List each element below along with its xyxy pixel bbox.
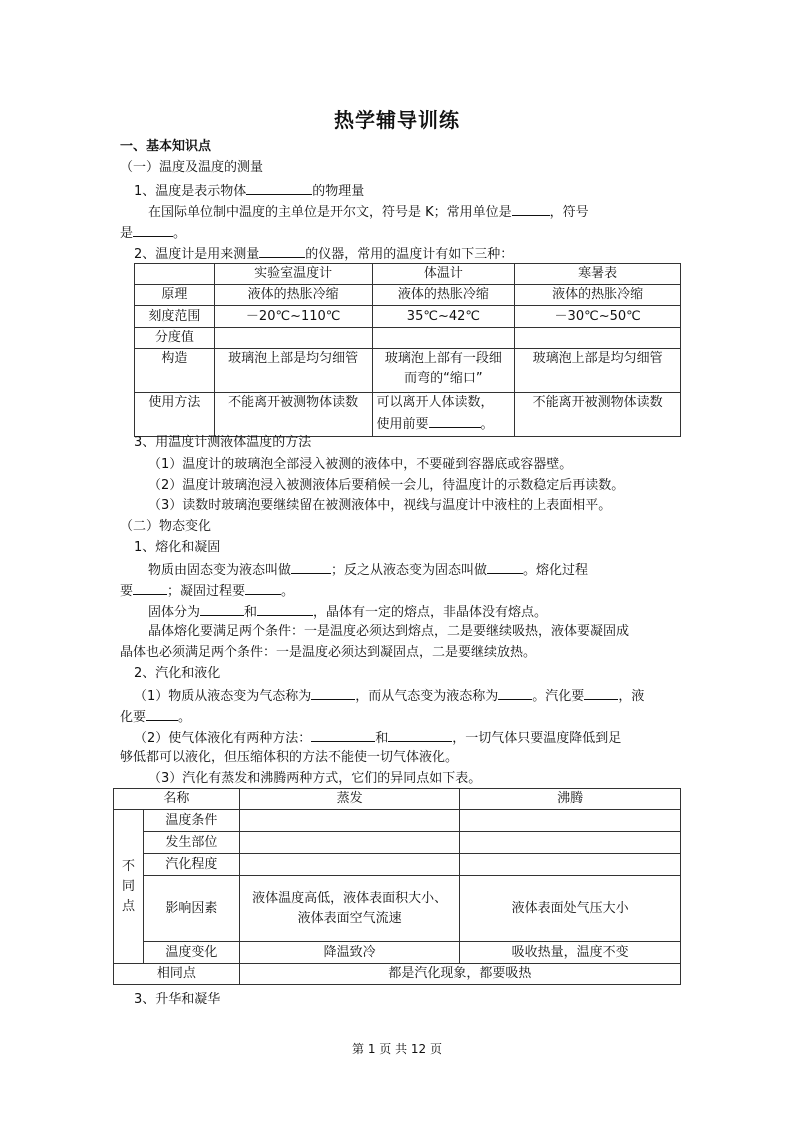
table-row: 实验室温度计 体温计 寒暑表 — [135, 264, 681, 285]
fill-blank — [388, 727, 452, 742]
paragraph-line: 2、温度计是用来测量 的仪器，常用的温度计有如下三种： — [134, 243, 513, 265]
paragraph-line: 晶体熔化要满足两个条件：一是温度必须达到熔点，二是要继续吸热，液体要凝固成 — [148, 624, 630, 639]
group-label: 不 同 点 — [114, 810, 144, 964]
table-row: 不 同 点 温度条件 — [114, 810, 681, 832]
paragraph-line: （2）使气体液化有两种方法： 和 ，一切气体只要温度降低到足 — [134, 727, 621, 749]
paragraph-line: （1）物质从液态变为气态称为 ，而从气态变为液态称为 。汽化要 ，液 — [134, 685, 644, 707]
paragraph-line: 2、汽化和液化 — [134, 666, 221, 681]
fill-blank — [133, 580, 167, 595]
fill-blank — [498, 685, 532, 700]
section-heading: 一、基本知识点 — [120, 139, 212, 154]
fill-blank — [200, 601, 244, 616]
fill-blank — [146, 706, 178, 721]
table-row: 构造 玻璃泡上部是均匀细管 玻璃泡上部有一段细 而弯的“缩口” 玻璃泡上部是均匀细管 — [135, 349, 681, 393]
table-row: 温度变化 降温致冷 吸收热量，温度不变 — [114, 942, 681, 964]
table-row: 发生部位 — [114, 832, 681, 854]
paragraph-line: 物质由固态变为液态叫做 ；反之从液态变为固态叫做 。熔化过程 — [148, 559, 588, 581]
fill-blank — [512, 201, 550, 216]
table-row: 使用方法 不能离开被测物体读数 可以离开人体读数， 使用前要 。 不能离开被测物体读数 — [135, 393, 681, 437]
paragraph-line: （2）温度计玻璃泡浸入被测液体后要稍候一会儿，待温度计的示数稳定后再读数。 — [148, 478, 625, 493]
table-row: 汽化程度 — [114, 854, 681, 876]
paragraph-line: 要 ；凝固过程要 。 — [120, 580, 294, 602]
table-row: 刻度范围 －20℃~110℃ 35℃~42℃ －30℃~50℃ — [135, 306, 681, 328]
table-row: 影响因素 液体温度高低，液体表面积大小、 液体表面空气流速 液体表面处气压大小 — [114, 876, 681, 942]
fill-blank — [584, 685, 618, 700]
table-row: 分度值 — [135, 328, 681, 349]
thermometer-table — [134, 263, 681, 437]
paragraph-line: 够低都可以液化，但压缩体积的方法不能使一切气体液化。 — [120, 750, 459, 765]
paragraph-line: 1、温度是表示物体 的物理量 — [134, 180, 364, 202]
paragraph-line: 固体分为 和 ，晶体有一定的熔点，非晶体没有熔点。 — [148, 601, 547, 623]
paragraph-line: 3、用温度计测液体温度的方法 — [134, 435, 312, 450]
evaporation-boiling-table — [113, 788, 681, 985]
fill-blank — [311, 727, 375, 742]
fill-blank — [429, 413, 481, 428]
page-title: 热学辅导训练 — [334, 108, 460, 132]
fill-blank — [257, 601, 313, 616]
paragraph-line: 化要 。 — [120, 706, 191, 728]
fill-blank — [311, 685, 355, 700]
paragraph-line: 1、熔化和凝固 — [134, 540, 221, 555]
table-row: 相同点 都是汽化现象，都要吸热 — [114, 964, 681, 985]
paragraph-line: 晶体也必须满足两个条件：一是温度必须达到凝固点，二是要继续放热。 — [120, 645, 537, 660]
paragraph-line: 3、升华和凝华 — [134, 992, 221, 1007]
fill-blank — [133, 222, 173, 237]
fill-blank — [246, 180, 312, 195]
paragraph-line: （3）读数时玻璃泡要继续留在被测液体中，视线与温度计中液柱的上表面相平。 — [148, 498, 612, 513]
page-footer: 第 1 页 共 12 页 — [352, 1042, 442, 1056]
fill-blank — [245, 580, 281, 595]
fill-blank — [487, 559, 523, 574]
table-row: 原理 液体的热胀冷缩 液体的热胀冷缩 液体的热胀冷缩 — [135, 285, 681, 306]
subsection-heading: （二）物态变化 — [120, 519, 212, 534]
fill-blank — [291, 559, 331, 574]
paragraph-line: 在国际单位制中温度的主单位是开尔文，符号是 K；常用单位是 ，符号 — [148, 201, 589, 223]
subsection-heading: （一）温度及温度的测量 — [120, 160, 264, 175]
paragraph-line: （1）温度计的玻璃泡全部浸入被测的液体中，不要碰到容器底或容器壁。 — [148, 457, 573, 472]
table-row: 名称 蒸发 沸腾 — [114, 789, 681, 810]
paragraph-line: （3）汽化有蒸发和沸腾两种方式，它们的异同点如下表。 — [148, 771, 482, 786]
fill-blank — [259, 243, 305, 258]
paragraph-line: 是 。 — [120, 222, 186, 244]
